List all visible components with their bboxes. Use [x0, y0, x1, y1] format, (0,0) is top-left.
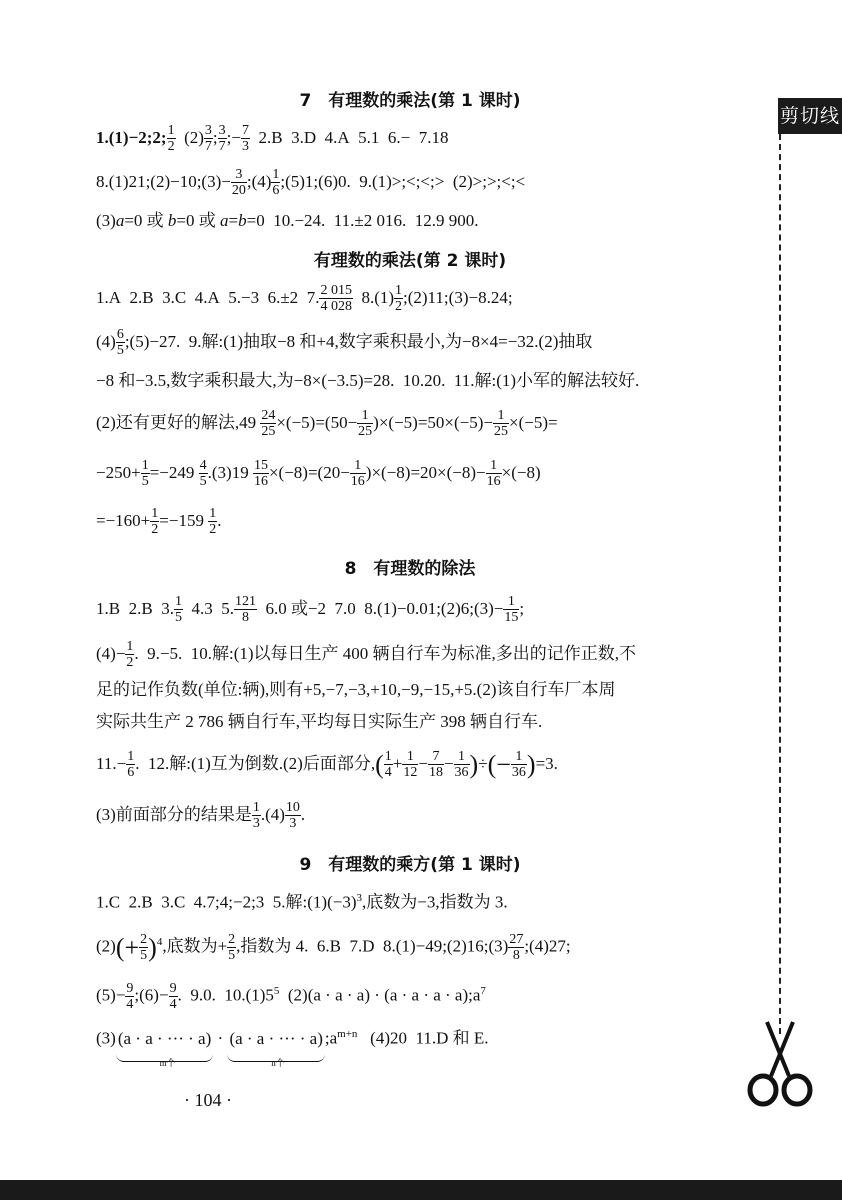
- fraction: $\frac{1}{16}$: [350, 458, 365, 490]
- answer-line: 1.B 2.B 3. $\frac{1}{5}$ 4.3 5. $\frac{121}{8}$ 6.0 或−2 7.0 8.(1)−0.01;(2)6;(3)− $\frac{1}{15}$ ;: [96, 594, 525, 626]
- fraction: $\frac{1}{2}$: [167, 123, 175, 155]
- answer-line: −250+ $\frac{1}{5}$ =−249 $\frac{4}{5}$ .(3)19 $\frac{15}{16}$ ×(−8)=(20− $\frac{1}{16}$ )×(−8)=20×(−8)− $\frac{1}{16}$ ×(−8): [96, 458, 541, 490]
- fraction: $\frac{1}{25}$: [494, 408, 509, 440]
- answer-line: (4) $\frac{6}{5}$ ;(5)−27. 9.解:(1)抽取−8 和+4,数字乘积最小,为−8×4=−32.(2)抽取: [96, 327, 593, 359]
- section-title-7: 7 有理数的乘法(第 1 课时): [299, 91, 521, 111]
- fraction: $\frac{2}{5}$: [228, 931, 236, 963]
- fraction: $\frac{9}{4}$: [126, 980, 134, 1012]
- section-title-7-2: 有理数的乘法(第 2 课时): [313, 251, 507, 271]
- text: (2): [184, 128, 204, 147]
- fraction: $\frac{1}{4}$: [384, 749, 392, 781]
- cut-line-tab: 剪切线: [778, 98, 842, 134]
- fraction: $\frac{1}{6}$: [272, 167, 280, 199]
- fraction: $\frac{1}{36}$: [511, 749, 526, 781]
- underbrace: (a · a · ··· · a) n个: [227, 1019, 324, 1062]
- fraction: $\frac{1}{6}$: [127, 749, 135, 781]
- fraction: $\frac{121}{8}$: [234, 594, 256, 626]
- fraction: $\frac{10}{3}$: [285, 800, 300, 832]
- answer-content: [96, 86, 724, 1068]
- answer-line: (3)a=0 或 b=0 或 a=b=0 10.−24. 11.±2 016. 12.9 900.: [96, 211, 479, 230]
- fraction: $\frac{15}{16}$: [253, 458, 268, 490]
- fraction: $\frac{24}{25}$: [261, 408, 276, 440]
- fraction: $\frac{1}{36}$: [454, 749, 469, 781]
- answer-line: (5)− $\frac{9}{4}$ ;(6)− $\frac{9}{4}$ . 9.0. $10.(1)5^5$ $(2)(a \cdot a \cdot a) \cdot (a \cdot a \cdot a \cdot a);a^7$: [96, 980, 486, 1012]
- fraction: $\frac{7}{18}$: [428, 749, 443, 781]
- fraction: $\frac{3}{7}$: [218, 123, 226, 155]
- answer-line: (4)− $\frac{1}{2}$ . 9.−5. 10.解:(1)以每日生产 400 辆自行车为标准,多出的记作正数,不: [96, 639, 637, 671]
- answer-line: 1.A 2.B 3.C 4.A 5.−3 6.±2 7. $\frac{2 015}{4 028}$ 8.(1) $\frac{1}{2}$ ;(2)11;(3)−8.24;: [96, 283, 513, 315]
- answer-line: 1.C 2.B 3.C 4.7;4;−2;3 5.解$:(1)(-3)^3$,底数为−3,指数为 3.: [96, 892, 508, 912]
- page-bottom-band: [0, 1180, 842, 1200]
- answer-line: 实际共生产 2 786 辆自行车,平均每日实际生产 398 辆自行车.: [96, 712, 543, 731]
- fraction: $\frac{1}{16}$: [486, 458, 501, 490]
- answer-line: (2)(+ $\frac{2}{5}$ )$^4$,底数为+ $\frac{2}{5}$ ,指数为 4. 6.B 7.D 8.(1)−49;(2)16;(3) $\frac{27}{8}$ ;(4)27;: [96, 931, 571, 963]
- underbrace: (a · a · ··· · a) m个: [116, 1019, 213, 1062]
- fraction: $\frac{1}{2}$: [395, 283, 403, 315]
- scissors-icon: [745, 1018, 815, 1108]
- fraction: $\frac{27}{8}$: [509, 931, 524, 963]
- answer-line: 11.− $\frac{1}{6}$ . 12.解:(1)互为倒数.(2)后面部分,( $\frac{1}{4}$ + $\frac{1}{12}$ − $\frac{7}{18}$ − $\frac{1}{36}$ )÷(− $\frac{1}{36}$ )=3.: [96, 749, 558, 781]
- answer-line: −8 和−3.5,数字乘积最大,为−8×(−3.5)=28. 10.20. 11.解:(1)小军的解法较好.: [96, 371, 640, 390]
- page-number: · 104 ·: [184, 1090, 232, 1110]
- answer-line: =−160+ $\frac{1}{2}$ =−159 $\frac{1}{2}$ .: [96, 506, 222, 538]
- answer-line: (3)前面部分的结果是 $\frac{1}{3}$ .(4) $\frac{10}{3}$ .: [96, 800, 306, 832]
- fraction: $\frac{2}{5}$: [140, 931, 148, 963]
- fraction: $\frac{1}{2}$: [151, 506, 159, 538]
- text: 1.(1)−2;2;: [96, 128, 167, 147]
- fraction: $\frac{1}{2}$: [209, 506, 217, 538]
- answer-line: 1.(1)−2;2; $\frac{1}{2}$ (2) $\frac{3}{7}$ ; $\frac{3}{7}$ ;− $\frac{7}{3}$ 2.B 3.D 4.A 5.1 6.− 7.18: [96, 123, 449, 155]
- fraction: $\frac{6}{5}$: [116, 327, 124, 359]
- fraction: $\frac{1}{3}$: [252, 800, 260, 832]
- fraction: $\frac{1}{25}$: [358, 408, 373, 440]
- fraction: $\frac{2 015}{4 028}$: [320, 283, 352, 315]
- answer-line: (3) (a · a · ··· · a) m个 · (a · a · ··· · a) n个 $;a^{m+n}$ (4)20 11.D 和 E.: [96, 1014, 724, 1054]
- fraction: $\frac{9}{4}$: [169, 980, 177, 1012]
- fraction: $\frac{3}{7}$: [204, 123, 212, 155]
- fraction: $\frac{1}{15}$: [504, 594, 519, 626]
- answer-line: (2)还有更好的解法,49 $\frac{24}{25}$ ×(−5)=(50− $\frac{1}{25}$ )×(−5)=50×(−5)− $\frac{1}{25}$ ×(−5)=: [96, 408, 558, 440]
- section-title-8: 8 有理数的除法: [344, 559, 476, 579]
- cut-line: [779, 134, 781, 1034]
- fraction: $\frac{1}{5}$: [174, 594, 182, 626]
- fraction: $\frac{4}{5}$: [199, 458, 207, 490]
- fraction: $\frac{1}{2}$: [126, 639, 134, 671]
- fraction: $\frac{7}{3}$: [241, 123, 249, 155]
- answer-line: 足的记作负数(单位:辆),则有+5,−7,−3,+10,−9,−15,+5.(2)该自行车厂本周: [96, 680, 616, 699]
- fraction: $\frac{1}{5}$: [141, 458, 149, 490]
- answer-line: 8.(1)21;(2)−10;(3)− $\frac{3}{20}$ ;(4) $\frac{1}{6}$ ;(5)1;(6)0. 9.(1)>;<;<;> (2)>;>;<;<: [96, 167, 526, 199]
- fraction: $\frac{1}{12}$: [403, 749, 418, 781]
- fraction: $\frac{3}{20}$: [231, 167, 246, 199]
- section-title-9: 9 有理数的乘方(第 1 课时): [299, 855, 521, 875]
